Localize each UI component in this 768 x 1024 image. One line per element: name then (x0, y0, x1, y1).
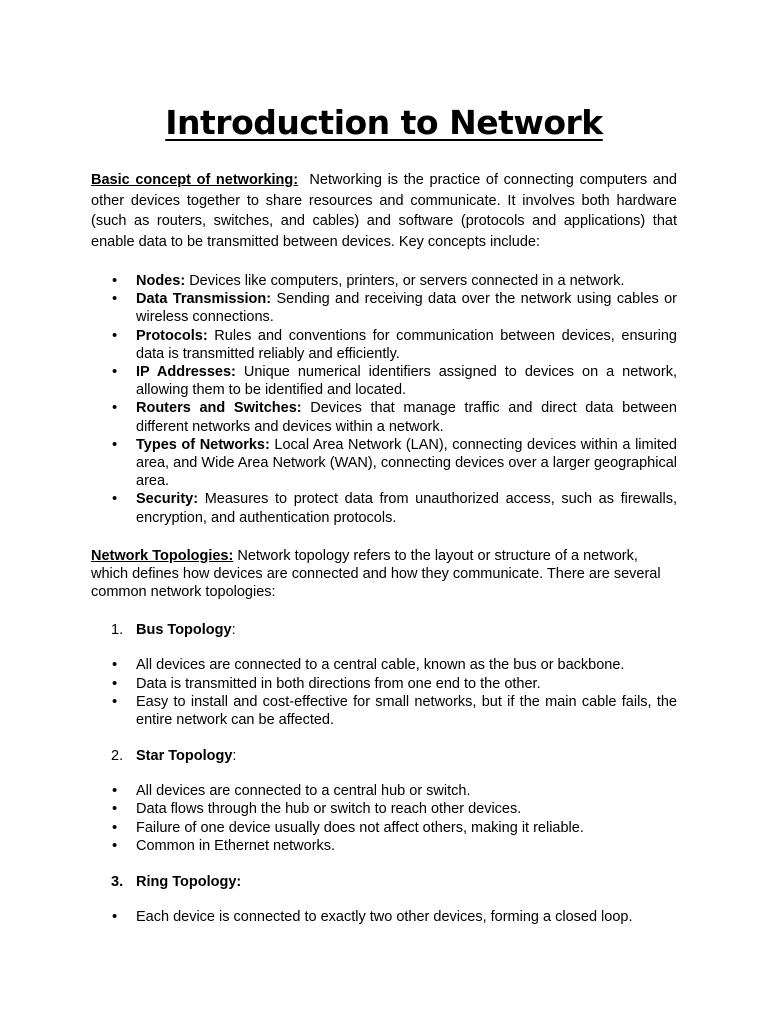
list-item: • All devices are connected to a central cable, known as the bus or backbone. (91, 656, 677, 674)
heading-colon: : (232, 748, 237, 765)
list-item: • Each device is connected to exactly two other devices, forming a closed loop. (91, 908, 677, 926)
concept-desc: Sending and receiving data over the network using cables or wireless connections. (136, 291, 678, 326)
concept-desc: Unique numerical identifiers assigned to devices on a network, allowing them to be identified and located. (136, 364, 677, 399)
concept-term: Security: (136, 491, 199, 508)
ring-topology-list (91, 908, 677, 926)
page-title-text: Introduction to Network (165, 103, 603, 142)
list-item (91, 272, 677, 290)
heading-number: 1. (111, 622, 124, 639)
concept-term: Protocols: (136, 327, 208, 344)
concept-desc: Devices like computers, printers, or servers connected in a network. (189, 273, 625, 289)
list-item (91, 363, 677, 399)
intro-label: Basic concept of networking: (91, 172, 299, 188)
topologies-text: Network topology refers to the layout or structure of a network, which defines how devices are connected and how they communicate. There are several common network topologies: (91, 547, 661, 601)
heading-colon: : (231, 622, 236, 639)
concept-desc: Local Area Network (LAN), connecting devices within a limited area, and Wide Area Network (WAN), connecting devices over a larger geographical area. (136, 436, 677, 490)
concept-term: Routers and Switches: (136, 400, 302, 417)
list-item (91, 399, 677, 435)
intro-paragraph (91, 170, 677, 252)
heading-name: Bus Topology (136, 622, 232, 639)
document-body (91, 170, 677, 926)
bus-topology-list (91, 656, 677, 729)
list-item: • Easy to install and cost-effective for small networks, but if the main cable fails, the entire network can be affected. (91, 693, 677, 729)
list-item (91, 490, 677, 526)
concept-desc: Measures to protect data from unauthorized access, such as firewalls, encryption, and authentication protocols. (136, 491, 678, 526)
star-topology-heading (91, 746, 677, 766)
list-item (91, 436, 677, 491)
concept-desc: Rules and conventions for communication between devices, ensuring data is transmitted reliably and efficiently. (136, 327, 678, 362)
heading-number: 3. (111, 874, 124, 891)
bus-topology-heading (91, 620, 677, 640)
topologies-paragraph (91, 547, 677, 602)
concept-term: Nodes: (136, 273, 186, 289)
concept-desc: Devices that manage traffic and direct data between different networks and devices within a network. (136, 400, 677, 435)
list-item (91, 327, 677, 363)
star-topology-list (91, 782, 677, 855)
intro-text: Networking is the practice of connecting computers and other devices together to share resources and communicate. It involves both hardware (such as routers, switches, and cables) and software (protocols and applications) that enable data to be transmitted between devices. Key concepts include: (91, 172, 677, 250)
page-title (0, 96, 768, 150)
heading-number: 2. (111, 748, 124, 765)
topologies-label: Network Topologies: (91, 547, 234, 564)
list-item: • Failure of one device usually does not affect others, making it reliable. (91, 819, 677, 837)
list-item: • Data is transmitted in both directions from one end to the other. (91, 675, 677, 693)
list-item: • Common in Ethernet networks. (91, 837, 677, 855)
heading-name: Ring Topology: (136, 874, 242, 891)
list-item (91, 290, 677, 326)
concept-term: Data Transmission: (136, 291, 272, 308)
concept-term: Types of Networks: (136, 436, 270, 453)
heading-name: Star Topology (136, 748, 233, 765)
list-item: • All devices are connected to a central hub or switch. (91, 782, 677, 800)
list-item: • Data flows through the hub or switch to reach other devices. (91, 800, 677, 818)
ring-topology-heading (91, 872, 677, 892)
concept-term: IP Addresses: (136, 364, 236, 381)
concepts-list (91, 272, 677, 527)
